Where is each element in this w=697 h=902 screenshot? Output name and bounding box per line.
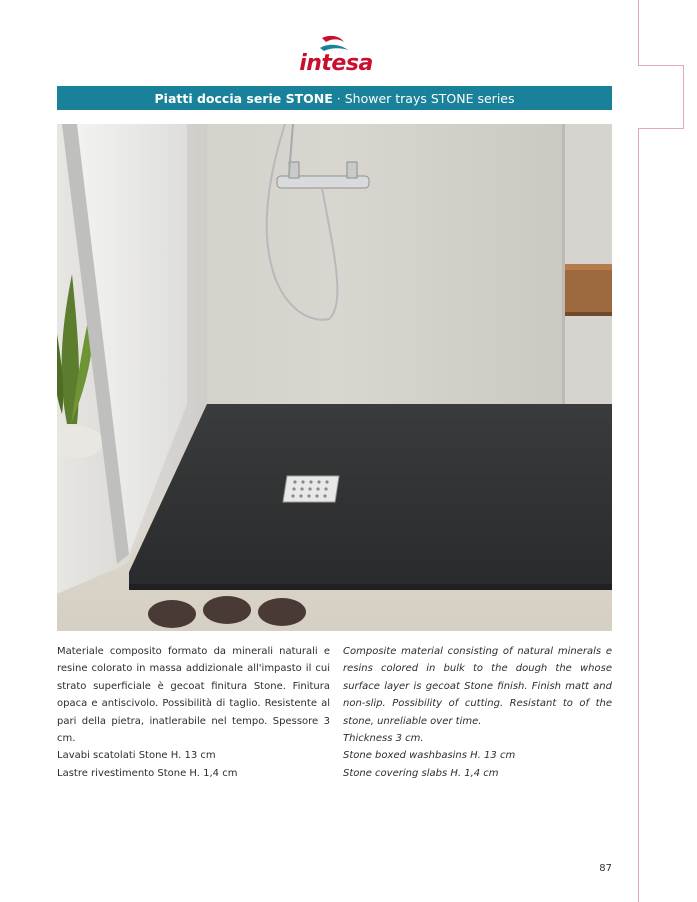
description-italian-paragraph: Materiale composito formato da minerali naturali e resine colorato in massa addizionale all'impasto il cui strato superficiale è gecoat finitura Stone. Finitura opaca e antiscivolo. Possibilità di taglio. Resistente al pari della pietra, inatlerabile nel tempo. Spessore 3 cm.: [57, 646, 330, 745]
shower-scene-illustration: [57, 124, 612, 631]
description-english-paragraph: Composite material consisting of natural minerals e resins colored in bulk to the dough the whose surface layer is gecoat Stone finish. Finish matt and non-slip. Possibility of cutting. Resistant to of the stone, unreliable over time.: [343, 646, 612, 727]
description-english: [343, 643, 612, 782]
title-english: Shower trays STONE series: [344, 90, 515, 106]
spec-washbasins-it: Lavabi scatolati Stone H. 13 cm: [57, 750, 216, 762]
shower-tray-photo: [57, 124, 612, 631]
spec-thickness-en: Thickness 3 cm.: [343, 733, 424, 745]
page-edge-line: [638, 128, 683, 129]
logo-text: intesa: [299, 51, 373, 76]
drain-grate: [283, 476, 339, 502]
spec-slabs-en: Stone covering slabs H. 1,4 cm: [343, 767, 499, 779]
page-edge-line: [638, 65, 683, 66]
page-edge-line: [638, 0, 639, 65]
section-title-bar: [57, 86, 612, 110]
page-edge-tab: [683, 65, 684, 129]
description-italian: [57, 643, 330, 782]
page-number: 87: [599, 863, 612, 874]
title-italian: Piatti doccia serie STONE: [154, 90, 333, 106]
title-separator: ·: [336, 90, 341, 106]
brand-logo: [296, 34, 376, 78]
page-edge-line: [638, 128, 639, 902]
succulent-decoration: [148, 596, 306, 628]
spec-slabs-it: Lastre rivestimento Stone H. 1,4 cm: [57, 767, 238, 779]
spec-washbasins-en: Stone boxed washbasins H. 13 cm: [343, 750, 516, 762]
